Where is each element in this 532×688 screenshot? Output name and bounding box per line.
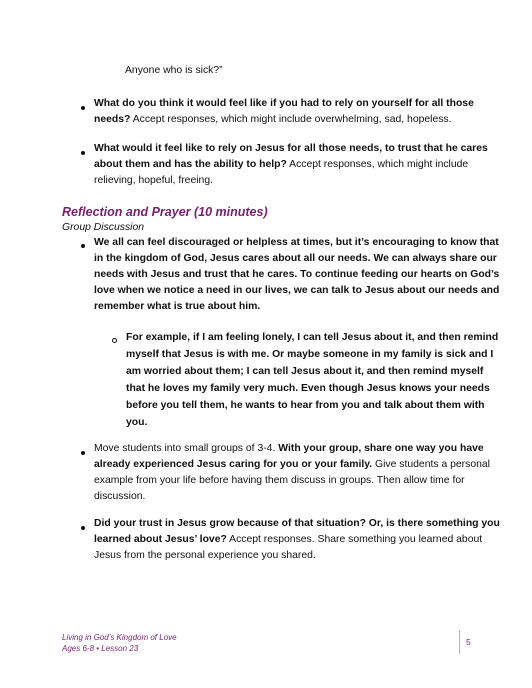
trust-bullet-line-1 bbox=[94, 517, 500, 531]
text-segment: learned about Jesus’ love? bbox=[94, 534, 227, 545]
trust-bullet-line-2 bbox=[94, 533, 482, 547]
footer-subtitle: Ages 6-8 • Lesson 23 bbox=[62, 644, 139, 653]
sub-bullet-line-3: am worried about them; I can tell Jesus about it, and then remind myself bbox=[126, 366, 484, 377]
bullet-dot bbox=[81, 244, 85, 248]
text-segment: What would it feel like to rely on Jesus for all those needs, to trust that he cares bbox=[94, 143, 488, 154]
sub-bullet-line-1: For example, if I am feeling lonely, I can tell Jesus about it, and then remind bbox=[126, 332, 499, 343]
text-segment: Did your trust in Jesus grow because of that situation? Or, is there something you bbox=[94, 518, 500, 529]
text-segment: Accept responses. Share something you learned about bbox=[226, 534, 483, 545]
text-segment: discussion. bbox=[94, 491, 146, 502]
group-bullet-line-3 bbox=[94, 474, 465, 488]
footer-title: Living in God’s Kingdom of Love bbox=[62, 633, 177, 642]
bullet-dot bbox=[81, 451, 85, 455]
q1-line-1 bbox=[94, 97, 474, 111]
q2-line-2 bbox=[94, 158, 468, 172]
main-bullet-line-5: remember what is true about him. bbox=[94, 301, 261, 312]
text-segment: Move students into small groups of 3-4. bbox=[94, 443, 279, 454]
q2-line-3 bbox=[94, 174, 213, 188]
section-subheading: Group Discussion bbox=[62, 222, 145, 233]
text-segment: already experienced Jesus caring for you or your family. bbox=[94, 459, 373, 470]
text-segment: Accept responses, which might include bbox=[286, 159, 469, 170]
group-bullet-line-1 bbox=[94, 442, 484, 456]
section-heading: Reflection and Prayer (10 minutes) bbox=[62, 205, 268, 219]
text-segment: What do you think it would feel like if you had to rely on yourself for all those bbox=[94, 98, 474, 109]
bullet-dot bbox=[81, 526, 85, 530]
sub-bullet-line-4: that he loves my family very much. Even though Jesus knows your needs bbox=[126, 383, 490, 394]
q1-line-2 bbox=[94, 113, 452, 127]
sub-bullet-circle bbox=[112, 338, 117, 343]
q2-line-1 bbox=[94, 142, 488, 156]
page-number: 5 bbox=[466, 637, 471, 647]
sub-bullet-line-6: you. bbox=[126, 417, 148, 428]
main-bullet-line-2: in the kingdom of God, Jesus cares about all our needs. We can always share our bbox=[94, 253, 497, 264]
bullet-dot bbox=[81, 106, 85, 110]
main-bullet-line-1: We all can feel discouraged or helpless at times, but it’s encouraging to know that bbox=[94, 237, 499, 248]
main-bullet-line-4: love when we notice a need in our lives, we can talk to Jesus about our needs and bbox=[94, 285, 500, 296]
text-segment: Jesus from the personal experience you shared. bbox=[94, 550, 316, 561]
sub-bullet-line-5: before you tell them, he wants to hear from you and talk about them with bbox=[126, 400, 485, 411]
footer-divider bbox=[459, 630, 460, 654]
main-bullet-line-3: needs with Jesus and trust that he cares. To continue feeding our hearts on God’s bbox=[94, 269, 500, 280]
text-segment: needs? bbox=[94, 114, 131, 125]
text-segment: Accept responses, which might include overwhelming, sad, hopeless. bbox=[130, 114, 452, 125]
trust-bullet-line-3 bbox=[94, 549, 316, 563]
text-segment: relieving, hopeful, freeing. bbox=[94, 175, 213, 186]
bullet-dot bbox=[81, 151, 85, 155]
text-segment: With your group, share one way you have bbox=[278, 443, 484, 454]
group-bullet-line-2 bbox=[94, 458, 490, 472]
group-bullet-line-4 bbox=[94, 490, 145, 504]
text-segment: about them and has the ability to help? bbox=[94, 159, 287, 170]
intro-line: Anyone who is sick?” bbox=[125, 65, 223, 76]
sub-bullet-line-2: myself that Jesus is with me. Or maybe someone in my family is sick and I bbox=[126, 349, 494, 360]
text-segment: Give students a personal bbox=[372, 459, 490, 470]
text-segment: example from your life before having them discuss in groups. Then allow time for bbox=[94, 475, 465, 486]
